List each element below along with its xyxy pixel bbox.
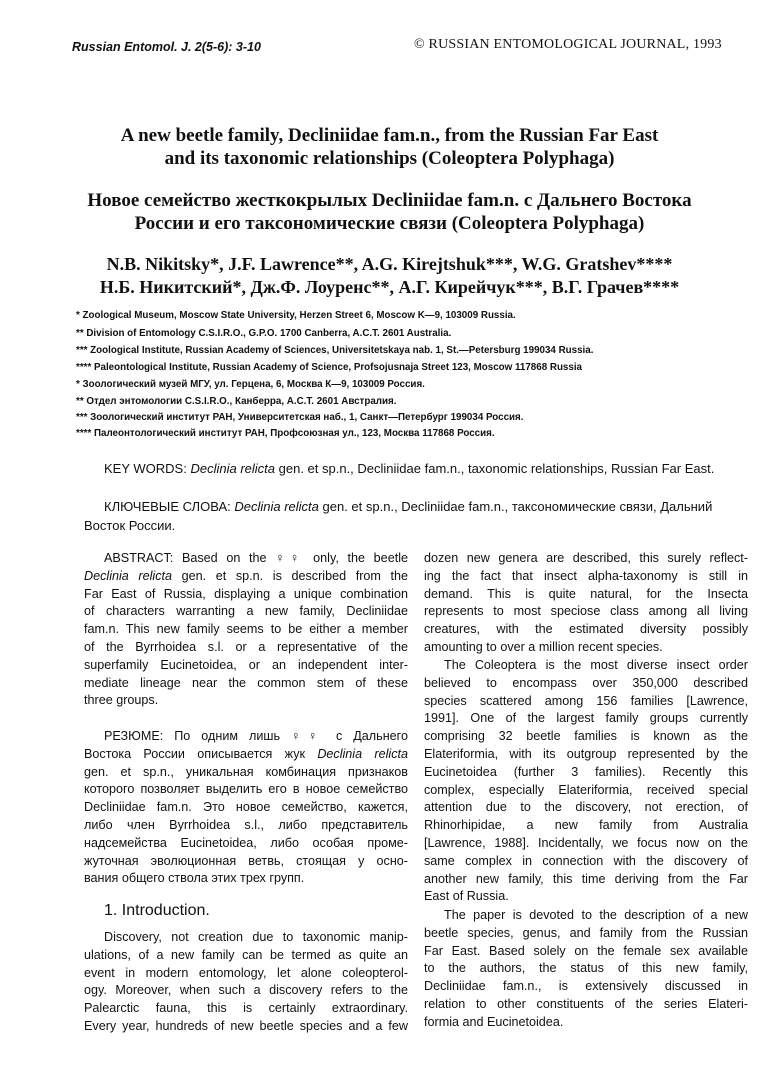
text-line: fam.n. This new family seems to be either a member <box>84 622 408 637</box>
keywords-rest: gen. et sp.n., Decliniidae fam.n., таксономические связи, Дальний Восток России. <box>84 499 713 533</box>
keywords-term: Declinia relicta <box>190 461 276 476</box>
right-paragraph-1 <box>424 550 748 657</box>
text-line: attention due to the discovery, not erection, of <box>424 800 748 815</box>
text-line: надсемейства Eucinetoidea, либо особая проме- <box>84 835 408 850</box>
text-line: creatures, with the estimated diversity possibly <box>424 622 748 637</box>
keywords-ru <box>84 497 744 535</box>
copyright-line: © RUSSIAN ENTOMOLOGICAL JOURNAL, 1993 <box>414 37 722 52</box>
affiliation: * Зоологический музей МГУ, ул. Герцена, 6, Москва К—9, 103009 Россия. <box>76 379 425 390</box>
text-line: species scattered among 156 families [Lawrence, <box>424 693 748 708</box>
text-line: believed to encompass over 350,000 described <box>424 675 748 690</box>
text-line: Востока России описывается жук Declinia relicta <box>84 746 408 761</box>
text-line: Every year, hundreds of new beetle species and a few <box>84 1018 408 1033</box>
text-line: amounting to over a million recent species. <box>424 639 663 654</box>
text-line: [Lawrence, 1988]. Incidentally, we focus now on the <box>424 835 748 850</box>
affiliation: ** Отдел энтомологии C.S.I.R.O., Канберра, A.C.T. 2601 Австралия. <box>76 396 397 407</box>
text-line: The Coleoptera is the most diverse insect order <box>444 658 748 672</box>
affiliation: * Zoological Museum, Moscow State University, Herzen Street 6, Moscow K—9, 103009 Russia. <box>76 310 516 321</box>
text-line: Rhinorhipidae, a new family from Australia <box>424 818 748 833</box>
text-line: same complex in connection with the discovery of <box>424 853 748 868</box>
right-paragraph-3 <box>424 907 748 1032</box>
text-line: Eucinetoidea (further 3 families). Recently this <box>424 764 748 779</box>
text-line: ing the fact that insect alpha-taxonomy is still in <box>424 568 748 583</box>
affiliation: *** Zoological Institute, Russian Academy of Sciences, Universitetskaya nab. 1, St.—Petersburg 199034 Russia. <box>76 345 594 356</box>
text-line: mediate lineage near the common stem of these <box>84 675 408 690</box>
text-line: to the authors, the status of this new family, <box>424 961 748 976</box>
keywords-rest: gen. et sp.n., Decliniidae fam.n., taxonomic relationships, Russian Far East. <box>275 461 715 476</box>
text-line: 1991]. One of the largest family groups currently <box>424 711 748 726</box>
title-ru-line-1: Новое семейство жесткокрылых Decliniidae fam.n. с Дальнего Востока <box>87 190 692 211</box>
text-line: three groups. <box>84 693 159 708</box>
text-line: вания общего ствола этих трех групп. <box>84 871 305 886</box>
text-line: либо член Byrrhoidea s.l., либо представитель <box>84 817 408 832</box>
text-line: demand. This is quite natural, for the Insecta <box>424 586 748 601</box>
intro-paragraph <box>84 929 408 1036</box>
affiliation: *** Зоологический институт РАН, Университетская наб., 1, Санкт—Петербург 199034 Россия. <box>76 412 524 423</box>
text-line: comprising 32 beetle families is known as the <box>424 729 748 744</box>
text-line: superfamily Eucinetoidea, or an independent inter- <box>84 657 408 672</box>
authors-en: N.B. Nikitsky*, J.F. Lawrence**, A.G. Kirejtshuk***, W.G. Gratshev**** <box>106 254 673 274</box>
keywords-en <box>84 459 744 478</box>
text-line: РЕЗЮМЕ: По одним лишь ♀♀ с Дальнего <box>104 729 408 743</box>
text-line: которого позволяет выделить его в новое семейство <box>84 782 408 797</box>
section-heading: 1. Introduction. <box>104 902 210 919</box>
text-line: ulations, of a new family can be termed as quite an <box>84 947 408 962</box>
text-line: complex, especially Elateriformia, received special <box>424 782 748 797</box>
text-line: Discovery, not creation due to taxonomic manip- <box>104 930 408 944</box>
text-line: of characters warranting a new family, Decliniidae <box>84 604 408 619</box>
title-ru-line-2: России и его таксономические связи (Coleoptera Polyphaga) <box>134 213 645 234</box>
keywords-label: KEY WORDS: <box>104 461 187 476</box>
text-line: of the Byrrhoidea s.l. or a representative of the <box>84 639 408 654</box>
text-line: formia and Eucinetoidea. <box>424 1014 564 1029</box>
text-line: Decliniidae fam.n., is extensively discussed in <box>424 979 748 994</box>
text-line: Decliniidae fam.n. Это новое семейство, кажется, <box>84 800 408 815</box>
keywords-term: Declinia relicta <box>234 499 319 514</box>
right-paragraph-2 <box>424 657 748 906</box>
text-line: The paper is devoted to the description of a new <box>444 908 748 922</box>
title-en-line-2: and its taxonomic relationships (Coleoptera Polyphaga) <box>164 148 615 169</box>
text-line: Far East of Russia, displaying a unique combination <box>84 586 408 601</box>
text-line: Far East. Based solely on the female sex available <box>424 943 748 958</box>
text-line: Declinia relicta gen. et sp.n. is described from the <box>84 568 408 583</box>
affiliation: ** Division of Entomology C.S.I.R.O., G.P.O. 1700 Canberra, A.C.T. 2601 Australia. <box>76 328 452 339</box>
affiliation: **** Paleontological Institute, Russian Academy of Science, Profsojusnaja Street 123, Moscow 117868 Russia <box>76 362 582 373</box>
authors-ru: Н.Б. Никитский*, Дж.Ф. Лоуренс**, А.Г. Кирейчук***, В.Г. Грачев**** <box>99 277 680 297</box>
text-line: ABSTRACT: Based on the ♀♀ only, the beetle <box>104 551 408 565</box>
affiliation: **** Палеонтологический институт РАН, Профсоюзная ул., 123, Москва 117868 Россия. <box>76 428 495 439</box>
resume <box>84 728 408 888</box>
text-line: Palearctic fauna, this is certainly extraordinary. <box>84 1001 408 1016</box>
keywords-label: КЛЮЧЕВЫЕ СЛОВА: <box>104 499 231 514</box>
journal-citation: Russian Entomol. J. 2(5-6): 3-10 <box>72 40 261 54</box>
text-line: ogy. Moreover, when such a discovery refers to the <box>84 983 408 998</box>
abstract <box>84 550 408 710</box>
text-line: relation to other constituents of the series Elateri- <box>424 996 748 1011</box>
text-line: event in modern entomology, let alone coleopterol- <box>84 965 408 980</box>
text-line: gen. et sp.n., уникальная комбинация признаков <box>84 764 408 779</box>
text-line: Elateriformia, with its outgroup represented by the <box>424 746 748 761</box>
text-line: another new family, this time deriving from the Far <box>424 871 748 886</box>
text-line: represents to most speciose class among all living <box>424 604 748 619</box>
text-line: East of Russia. <box>424 889 509 904</box>
text-line: жуточная эволюционная ветвь, стоящая у осно- <box>84 853 408 868</box>
text-line: dozen new genera are described, this surely reflect- <box>424 551 748 565</box>
title-en-line-1: A new beetle family, Decliniidae fam.n., from the Russian Far East <box>120 125 659 146</box>
text-line: beetle species, genus, and family from the Russian <box>424 925 748 940</box>
